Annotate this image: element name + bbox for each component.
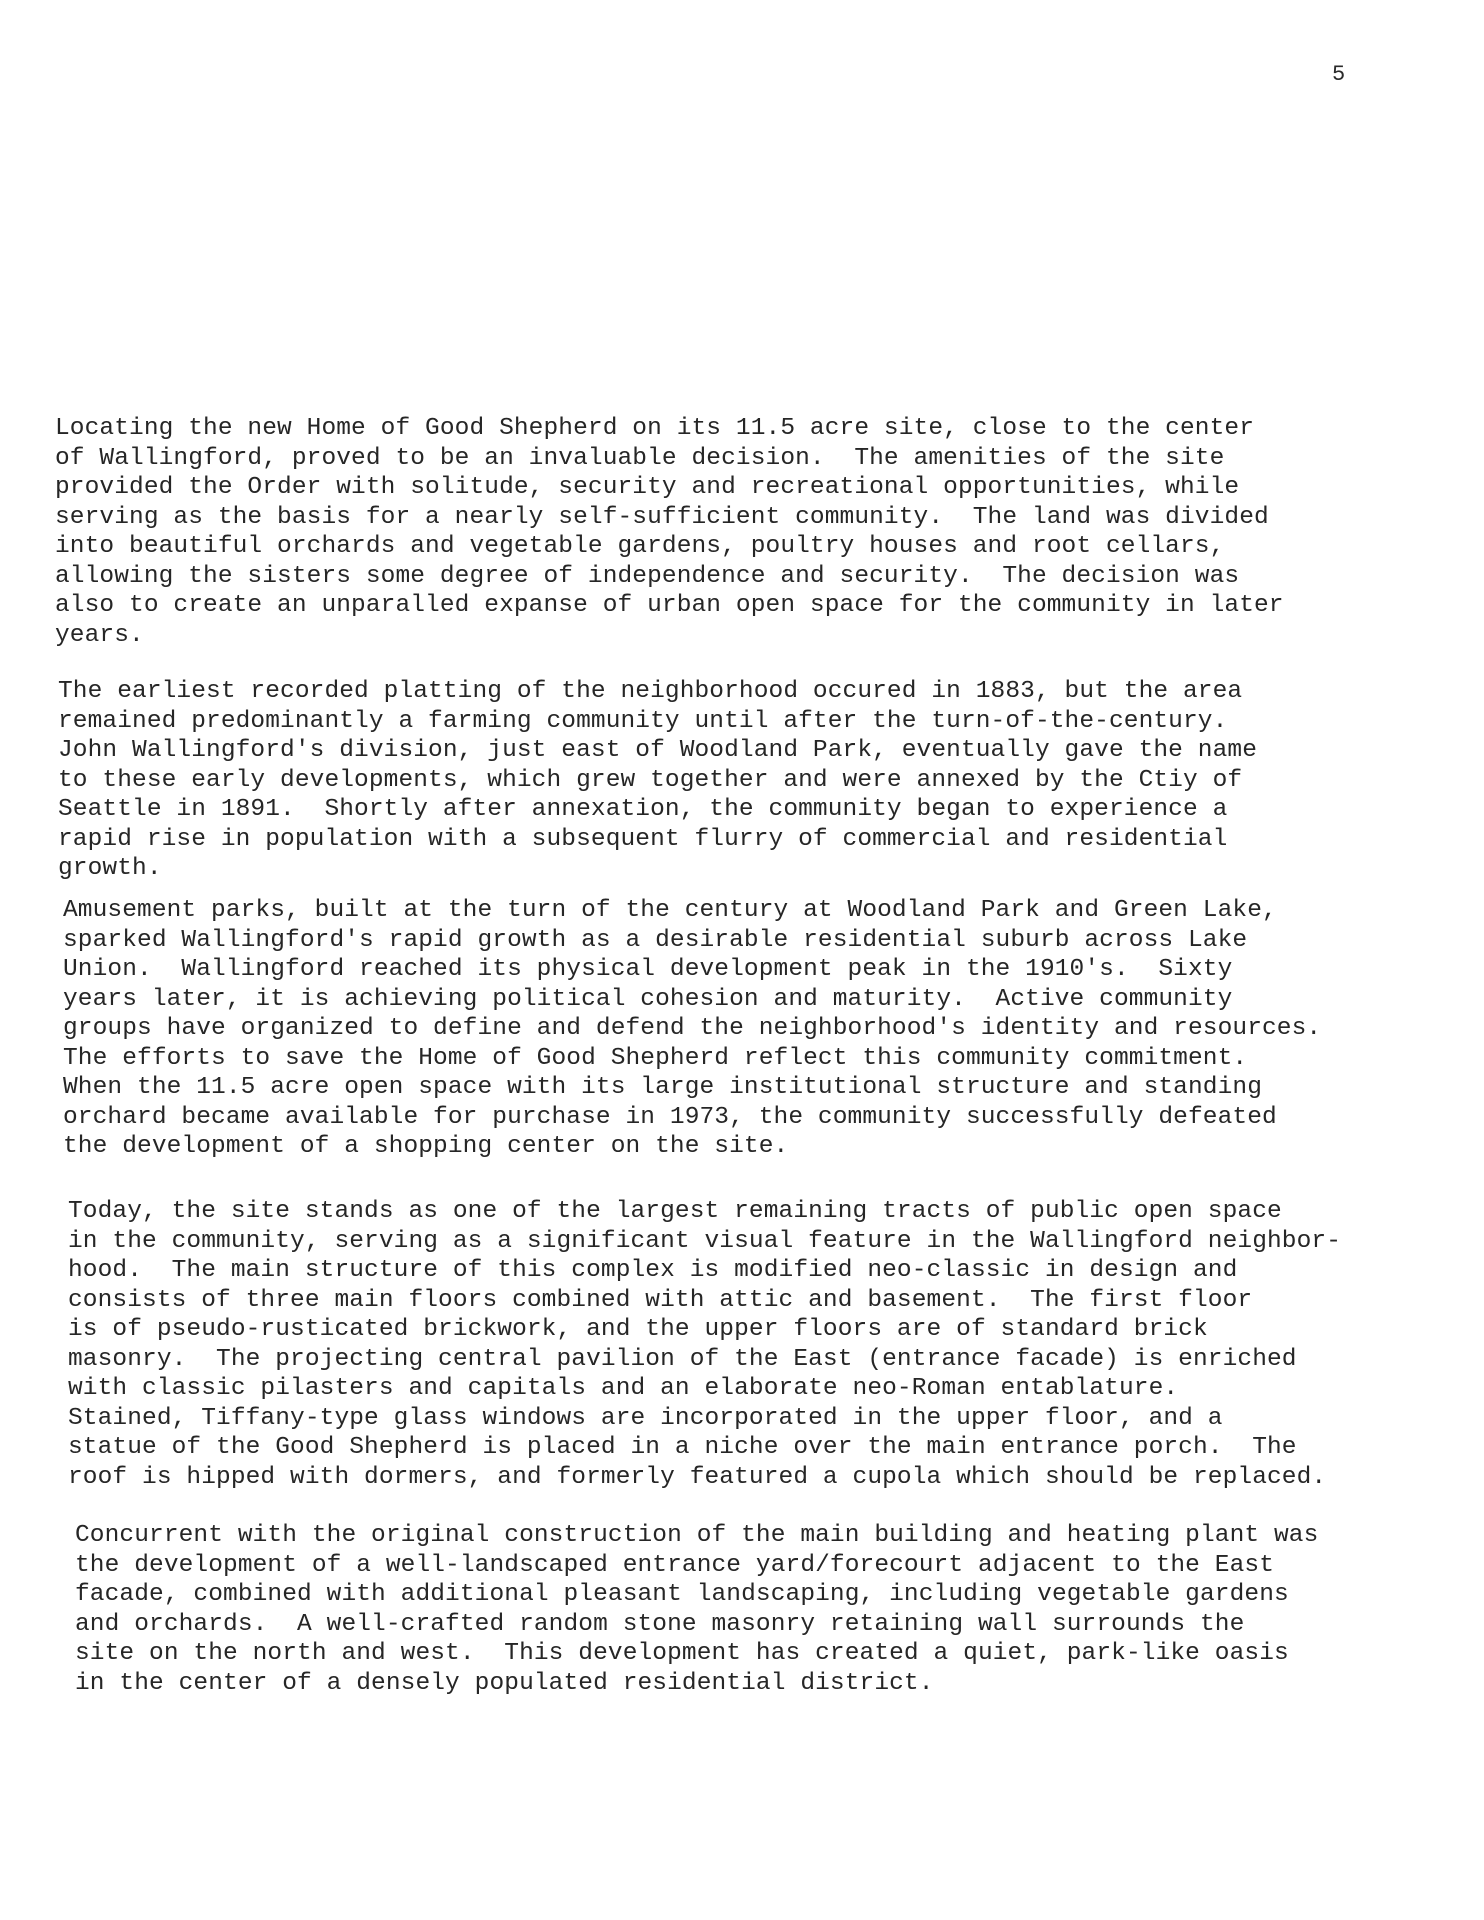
text-line: in the center of a densely populated residential district.: [75, 1669, 934, 1697]
text-line: serving as the basis for a nearly self-sufficient community. The land was divided: [55, 503, 1269, 531]
text-line: rapid rise in population with a subsequent flurry of commercial and residential: [58, 825, 1228, 853]
paragraph: [63, 896, 1321, 1162]
text-line: allowing the sisters some degree of independence and security. The decision was: [55, 562, 1240, 590]
text-line: masonry. The projecting central pavilion of the East (entrance facade) is enriched: [68, 1345, 1297, 1373]
text-line: in the community, serving as a significant visual feature in the Wallingford neighbor-: [68, 1227, 1342, 1255]
text-line: hood. The main structure of this complex is modified neo-classic in design and: [68, 1257, 1238, 1284]
text-line: The earliest recorded platting of the neighborhood occured in 1883, but the area: [58, 678, 1243, 705]
text-line: to these early developments, which grew together and were annexed by the Ctiy of: [58, 766, 1243, 794]
text-line: site on the north and west. This development has created a quiet, park-like oasis: [75, 1640, 1289, 1667]
text-line: years.: [55, 621, 144, 649]
text-line: of Wallingford, proved to be an invaluable decision. The amenities of the site: [55, 444, 1225, 472]
paragraph: [55, 414, 1284, 650]
text-line: roof is hipped with dormers, and formerly featured a cupola which should be replaced.: [68, 1463, 1327, 1491]
text-line: consists of three main floors combined with attic and basement. The first floor: [68, 1286, 1253, 1314]
page-number: 5: [1332, 62, 1346, 87]
text-line: Concurrent with the original construction of the main building and heating plant was: [75, 1522, 1319, 1549]
text-line: provided the Order with solitude, security and recreational opportunities, while: [55, 474, 1240, 501]
text-line: remained predominantly a farming community until after the turn-of-the-century.: [58, 707, 1228, 735]
text-line: Today, the site stands as one of the largest remaining tracts of public open space: [68, 1198, 1282, 1225]
text-line: into beautiful orchards and vegetable gardens, poultry houses and root cellars,: [55, 533, 1225, 560]
paragraph: [75, 1521, 1318, 1698]
text-line: the development of a well-landscaped entrance yard/forecourt adjacent to the East: [75, 1551, 1274, 1579]
paragraph: [68, 1197, 1341, 1492]
text-line: is of pseudo-rusticated brickwork, and the upper floors are of standard brick: [68, 1316, 1208, 1343]
text-line: Locating the new Home of Good Shepherd on its 11.5 acre site, close to the center: [55, 415, 1254, 442]
text-line: years later, it is achieving political cohesion and maturity. Active community: [63, 985, 1233, 1013]
text-line: also to create an unparalled expanse of urban open space for the community in later: [55, 592, 1284, 619]
text-line: and orchards. A well-crafted random stone masonry retaining wall surrounds the: [75, 1610, 1245, 1638]
paragraph: [58, 677, 1257, 884]
text-line: Stained, Tiffany-type glass windows are incorporated in the upper floor, and a: [68, 1404, 1223, 1432]
text-line: The efforts to save the Home of Good Shepherd reflect this community commitment.: [63, 1044, 1248, 1072]
text-line: facade, combined with additional pleasant landscaping, including vegetable gardens: [75, 1581, 1289, 1608]
text-line: with classic pilasters and capitals and an elaborate neo-Roman entablature.: [68, 1375, 1179, 1402]
text-line: Union. Wallingford reached its physical development peak in the 1910's. Sixty: [63, 956, 1233, 983]
text-line: When the 11.5 acre open space with its large institutional structure and standing: [63, 1074, 1262, 1101]
text-line: statue of the Good Shepherd is placed in a niche over the main entrance porch. The: [68, 1434, 1297, 1461]
text-line: Amusement parks, built at the turn of the century at Woodland Park and Green Lake,: [63, 897, 1277, 924]
text-line: sparked Wallingford's rapid growth as a desirable residential suburb across Lake: [63, 926, 1248, 954]
text-line: groups have organized to define and defend the neighborhood's identity and resources.: [63, 1015, 1322, 1042]
text-line: Seattle in 1891. Shortly after annexation, the community began to experience a: [58, 796, 1228, 823]
text-line: the development of a shopping center on the site.: [63, 1133, 789, 1160]
text-line: growth.: [58, 855, 162, 882]
text-line: orchard became available for purchase in 1973, the community successfully defeated: [63, 1103, 1277, 1131]
text-line: John Wallingford's division, just east of Woodland Park, eventually gave the name: [58, 737, 1257, 764]
